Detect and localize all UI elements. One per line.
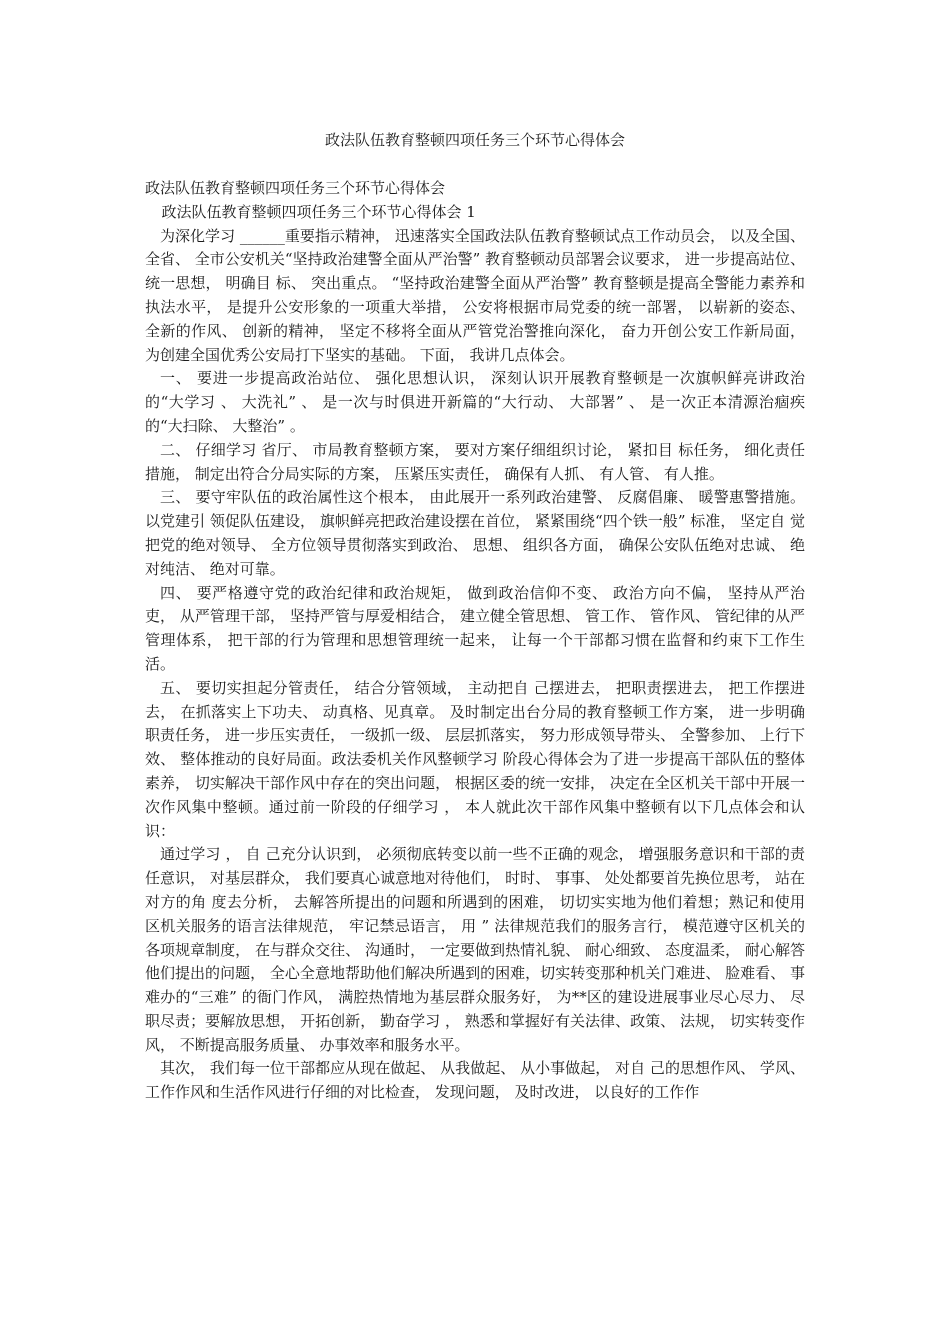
- paragraph: 四、 要严格遵守党的政治纪律和政治规矩， 做到政治信仰不变、 政治方向不偏， 坚持从严治吏， 从严管理干部， 坚持严管与厚爱相结合， 建立健全管思想、 管工作、 管作风、 管纪律的从严管理体系， 把干部的行为管理和思想管理统一起来， 让每一个干部都习惯在监督和约束下工作生活。: [145, 583, 805, 673]
- document-subheading: 政法队伍教育整顿四项任务三个环节心得体会 1: [161, 202, 476, 221]
- paragraph: 通过学习 ， 自 己充分认识到， 必须彻底转变以前一些不正确的观念， 增强服务意识和干部的责任意识， 对基层群众， 我们要真心诚意地对待他们， 时时、 事事、 处处都要首先换位思考， 站在对方的角 度去分析， 去解答所提出的问题和所遇到的困难， 切切实实地为他们着想；熟记和使用 区机关服务的语言法律规范， 牢记禁忌语言， 用 ” 法律规范我们的服务言行， 模范遵守区机关的各项规章制度， 在与群众交往、 沟通时， 一定要做到热情礼貌、 耐心细致、 态度温柔， 耐心解答他们提出的问题， 全心全意地帮助他们解决所遇到的困难，切实转变那种机关门难进、 脸难看、 事难办的“三难” 的衙门作风， 满腔热情地为基层群众服务好， 为**区的建设进展事业尽心尽力、 尽职尽责；要解放思想， 开拓创新， 勤奋学习 ， 熟悉和掌握好有关法律、政策、 法规， 切实转变作风， 不断提高服务质量、 办事效率和服务水平。: [145, 845, 805, 1054]
- document-title: 政法队伍教育整顿四项任务三个环节心得体会: [324, 131, 625, 149]
- document-body: [145, 177, 805, 1105]
- paragraph: 二、 仔细学习 省厅、 市局教育整顿方案， 要对方案仔细组织讨论， 紧扣目 标任务， 细化责任措施， 制定出符合分局实际的方案， 压紧压实责任， 确保有人抓、 有人管、 有人推。: [145, 440, 805, 483]
- paragraph: 三、 要守牢队伍的政治属性这个根本， 由此展开一系列政治建警、 反腐倡廉、 暖警惠警措施。 以党建引 领促队伍建设， 旗帜鲜亮把政治建设摆在首位， 紧紧围绕“四个铁一般” 标准， 坚定自 觉把党的绝对领导、 全方位领导贯彻落实到政治、 思想、 组织各方面， 确保公安队伍绝对忠诚、 绝对纯洁、 绝对可靠。: [145, 488, 805, 578]
- paragraph: 为深化学习 ______重要指示精神， 迅速落实全国政法队伍教育整顿试点工作动员会， 以及全国、 全省、 全市公安机关“坚持政治建警全面从严治警” 教育整顿动员部署会议要求， 进一步提高站位、 统一思想， 明确目 标、 突出重点。 “坚持政治建警全面从严治警” 教育整顿是提高全警能力素养和执法水平， 是提升公安形象的一项重大举措， 公安将根据市局党委的统一部署， 以崭新的姿态、 全新的作风、 创新的精神， 坚定不移将全面从严管党治警推向深化， 奋力开创公安工作新局面， 为创建全国优秀公安局打下坚实的基础。 下面， 我讲几点体会。: [145, 226, 805, 364]
- paragraph: 其次， 我们每一位干部都应从现在做起、 从我做起、 从小事做起， 对自 己的思想作风、 学风、 工作作风和生活作风进行仔细的对比检查， 发现问题， 及时改进， 以良好的工作作: [145, 1059, 805, 1102]
- document-heading: 政法队伍教育整顿四项任务三个环节心得体会: [145, 179, 446, 197]
- paragraph: 五、 要切实担起分管责任， 结合分管领域， 主动把自 己摆进去， 把职责摆进去， 把工作摆进去， 在抓落实上下功夫、 动真格、见真章。 及时制定出台分局的教育整顿工作方案， 进一步明确职责任务， 进一步压实责任， 一级抓一级、 层层抓落实， 努力形成领导带头、 全警参加、 上行下效、 整体推动的良好局面。政法委机关作风整顿学习 阶段心得体会为了进一步提高干部队伍的整体素养， 切实解决干部作风中存在的突出问题， 根据区委的统一安排， 决定在全区机关干部中开展一次作风集中整顿。通过前一阶段的仔细学习 ， 本人就此次干部作风集中整顿有以下几点体会和认识：: [145, 678, 805, 840]
- paragraph: 一、 要进一步提高政治站位、 强化思想认识， 深刻认识开展教育整顿是一次旗帜鲜亮讲政治的“大学习 、 大洗礼” 、 是一次与时俱进开新篇的“大行动、 大部署” 、 是一次正本清源治痼疾的“大扫除、 大整治” 。: [145, 369, 805, 435]
